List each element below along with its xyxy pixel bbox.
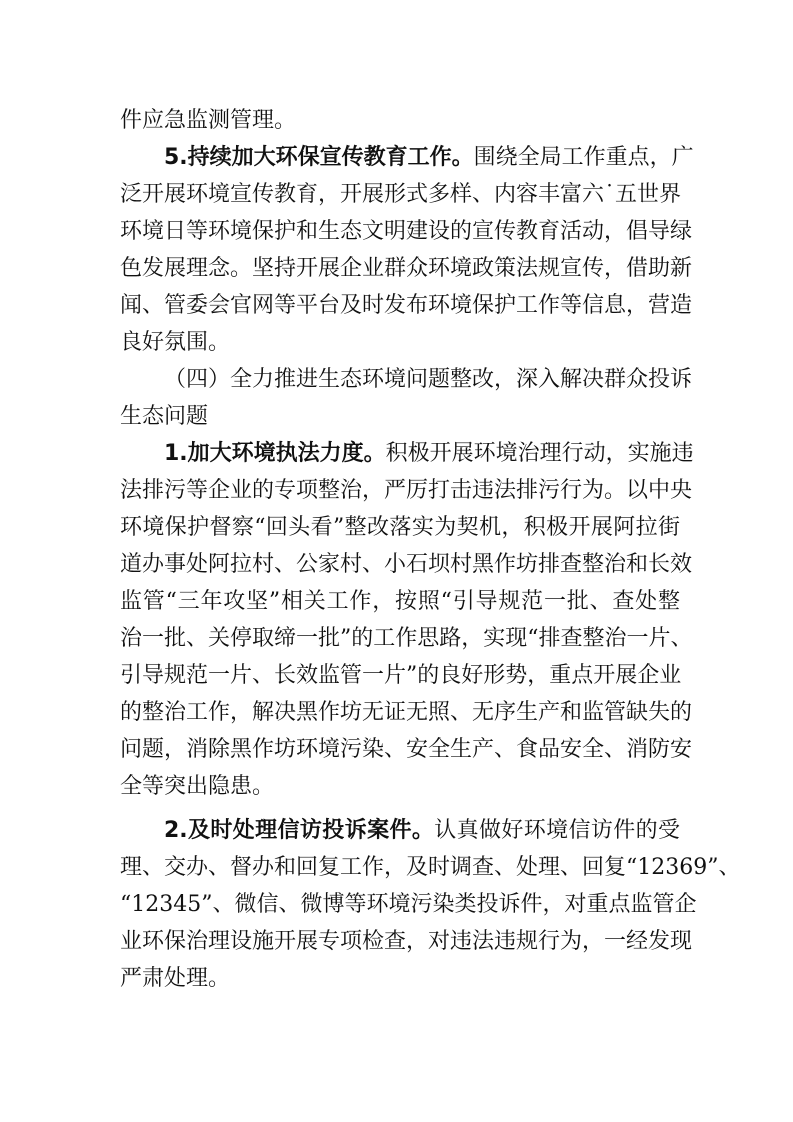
paragraph-line: 环境保护督察“回头看”整改落实为契机，积极开展阿拉街: [120, 515, 680, 540]
section-5-text: 围绕全局工作重点，广: [473, 145, 694, 170]
paragraph-line: 严肃处理。: [120, 966, 231, 991]
item-2-text: 认真做好环境信访件的受: [434, 818, 680, 843]
paragraph-line: 件应急监测管理。: [120, 108, 297, 133]
item-2-heading: 2.及时处理信访投诉案件。: [164, 818, 435, 843]
paragraph-line: 问题，消除黑作坊环境污染、安全生产、食品安全、消防安: [120, 737, 693, 762]
paragraph-line: 引导规范一片、长效监管一片”的良好形势，重点开展企业: [120, 663, 682, 688]
paragraph-line: 环境日等环境保护和生态文明建设的宣传教育活动，倡导绿: [120, 219, 693, 244]
paragraph-line: 监管“三年攻坚”相关工作，按照“引导规范一批、查处整: [120, 589, 680, 614]
paragraph-line: 法排污等企业的专项整治，严厉打击违法排污行为。以中央: [120, 478, 693, 503]
paragraph-line: 色发展理念。坚持开展企业群众环境政策法规宣传，借助新: [120, 256, 693, 281]
paragraph-line: 业环保治理设施开展专项检查，对违法违规行为，一经发现: [120, 929, 693, 954]
paragraph-line: 泛开展环境宣传教育，开展形式多样、内容丰富六˙五世界: [120, 182, 682, 207]
paragraph-line: 全等突出隐患。: [120, 774, 275, 799]
paragraph-line: 道办事处阿拉村、公家村、小石坝村黑作坊排查整治和长效: [120, 552, 693, 577]
section-4-heading: （四）全力推进生态环境问题整改，深入解决群众投诉: [164, 367, 693, 392]
paragraph-line: 治一批、关停取缔一批”的工作思路，实现“排查整治一片、: [120, 626, 693, 651]
item-1-heading: 1.加大环境执法力度。: [164, 441, 386, 466]
paragraph-line: 良好氛围。: [120, 330, 231, 355]
paragraph-line: 的整治工作，解决黑作坊无证无照、无序生产和监管缺失的: [120, 700, 693, 725]
paragraph-line: 闻、管委会官网等平台及时发布环境保护工作等信息，营造: [120, 293, 693, 318]
section-5-heading-line: [164, 139, 694, 176]
item-1-heading-line: [164, 435, 694, 472]
paragraph-line: 理、交办、督办和回复工作，及时调查、处理、回复“12369”、: [120, 855, 741, 880]
paragraph-line: “12345”、微信、微博等环境污染类投诉件，对重点监管企: [120, 892, 697, 917]
section-5-heading: 5.持续加大环保宣传教育工作。: [164, 145, 474, 170]
section-4-heading-cont: 生态问题: [120, 404, 209, 429]
item-2-heading-line: [164, 812, 680, 849]
item-1-text: 积极开展环境治理行动，实施违: [385, 441, 694, 466]
